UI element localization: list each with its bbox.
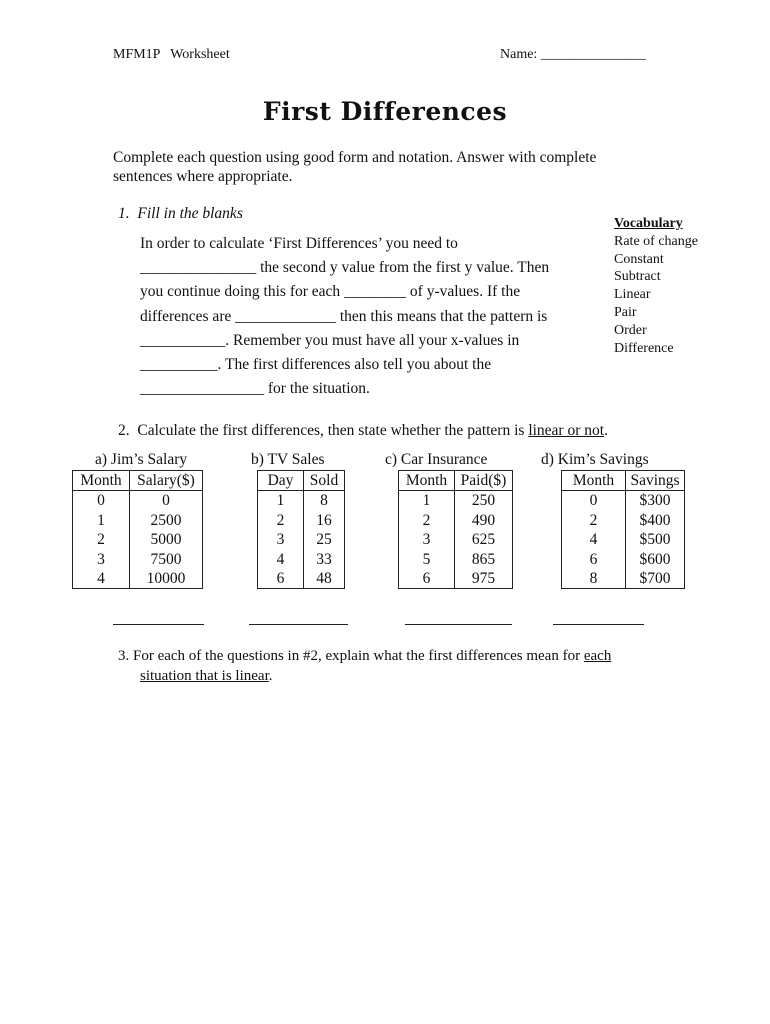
answer-blank-b[interactable]: [249, 624, 348, 625]
cell: 5000: [130, 530, 203, 549]
cell: 4: [562, 530, 626, 549]
cell: 10000: [130, 569, 203, 589]
q2-suffix: .: [604, 422, 608, 439]
cell: 625: [455, 530, 513, 549]
q1-line: you continue doing this for each ________ of y-values. If the: [140, 283, 521, 301]
cell: 2: [562, 511, 626, 530]
table-row: [399, 511, 513, 530]
table-header-row: [562, 471, 685, 491]
column-header: Salary($): [130, 471, 203, 491]
cell: 1: [73, 511, 130, 530]
table-row: [562, 569, 685, 589]
vocabulary-word: Pair: [614, 304, 637, 320]
table-header-row: [399, 471, 513, 491]
cell: $700: [626, 569, 685, 589]
cell: 8: [304, 491, 345, 511]
q2-text: 2. Calculate the first differences, then state whether the pattern is: [118, 422, 529, 439]
q1-line: ___________. Remember you must have all your x-values in: [140, 331, 520, 349]
question-3: [118, 647, 638, 686]
cell: 48: [304, 569, 345, 589]
table-row: [399, 530, 513, 549]
cell: 7500: [130, 550, 203, 569]
q1-line: __________. The first differences also tell you about the: [140, 356, 492, 374]
table-header-row: [73, 471, 203, 491]
table-d: [561, 470, 685, 589]
table-b: [257, 470, 345, 589]
table-row: [73, 491, 203, 511]
question-1-body: [140, 232, 580, 401]
table-row: [73, 511, 203, 530]
table-c: [398, 470, 513, 589]
vocabulary-word: Difference: [614, 340, 674, 356]
table-row: [258, 530, 345, 549]
cell: 975: [455, 569, 513, 589]
table-row: [562, 511, 685, 530]
cell: 16: [304, 511, 345, 530]
table-row: [399, 569, 513, 589]
cell: 25: [304, 530, 345, 549]
q3-text: 3. For each of the questions in #2, explain what the first differences mean for: [118, 648, 584, 664]
vocabulary-word: Order: [614, 322, 647, 338]
table-row: [562, 491, 685, 511]
table-row: [399, 550, 513, 569]
table-header-row: [258, 471, 345, 491]
cell: 5: [399, 550, 455, 569]
cell: 2: [399, 511, 455, 530]
cell: $400: [626, 511, 685, 530]
q2-underlined: linear or not: [528, 422, 605, 439]
vocabulary-word: Linear: [614, 287, 651, 303]
name-label: Name: _______________: [500, 47, 646, 62]
cell: 3: [399, 530, 455, 549]
vocabulary-heading: Vocabulary: [614, 216, 683, 231]
table-b-title: b) TV Sales: [251, 451, 325, 468]
table-row: [562, 530, 685, 549]
column-header: Sold: [304, 471, 345, 491]
cell: 1: [399, 491, 455, 511]
question-1-heading: 1. Fill in the blanks: [118, 205, 243, 222]
table-d-title: d) Kim’s Savings: [541, 451, 649, 468]
cell: 2: [73, 530, 130, 549]
page-title: First Differences: [262, 97, 508, 126]
cell: $500: [626, 530, 685, 549]
table-c-title: c) Car Insurance: [385, 451, 488, 468]
cell: 0: [73, 491, 130, 511]
q1-line: In order to calculate ‘First Differences’ you need to: [140, 235, 458, 252]
cell: 6: [562, 550, 626, 569]
table-a: [72, 470, 203, 589]
cell: 4: [73, 569, 130, 589]
cell: 490: [455, 511, 513, 530]
cell: 3: [258, 530, 304, 549]
answer-blank-a[interactable]: [113, 624, 204, 625]
cell: 8: [562, 569, 626, 589]
column-header: Day: [258, 471, 304, 491]
cell: 1: [258, 491, 304, 511]
cell: 250: [455, 491, 513, 511]
q3-underlined-each: each: [583, 648, 612, 664]
cell: 0: [130, 491, 203, 511]
cell: $300: [626, 491, 685, 511]
table-row: [73, 569, 203, 589]
answer-blank-d[interactable]: [553, 624, 644, 625]
vocabulary-box: [614, 215, 698, 357]
course-label: MFM1P Worksheet: [113, 47, 230, 62]
column-header: Month: [399, 471, 455, 491]
cell: 2500: [130, 511, 203, 530]
cell: 6: [258, 569, 304, 589]
vocabulary-word: Constant: [614, 251, 664, 267]
cell: 865: [455, 550, 513, 569]
q3-underlined-situation: situation that is linear: [140, 667, 269, 684]
cell: $600: [626, 550, 685, 569]
question-2: [118, 422, 608, 440]
vocabulary-word: Rate of change: [614, 233, 698, 249]
table-row: [258, 511, 345, 530]
table-row: [258, 550, 345, 569]
cell: 4: [258, 550, 304, 569]
cell: 3: [73, 550, 130, 569]
table-row: [258, 569, 345, 589]
q1-line: _______________ the second y value from the first y value. Then: [140, 259, 550, 277]
q3-suffix: .: [268, 667, 273, 684]
table-a-title: a) Jim’s Salary: [95, 451, 188, 468]
instructions: Complete each question using good form and notation. Answer with complete sentences where appropriate.: [113, 149, 597, 185]
table-row: [258, 491, 345, 511]
cell: 33: [304, 550, 345, 569]
table-row: [399, 491, 513, 511]
cell: 6: [399, 569, 455, 589]
table-row: [73, 550, 203, 569]
cell: 0: [562, 491, 626, 511]
q1-line: differences are _____________ then this means that the pattern is: [140, 307, 548, 325]
column-header: Savings: [626, 471, 685, 491]
table-row: [562, 550, 685, 569]
q1-line: ________________ for the situation.: [140, 380, 370, 398]
table-row: [73, 530, 203, 549]
column-header: Month: [73, 471, 130, 491]
column-header: Paid($): [455, 471, 513, 491]
column-header: Month: [562, 471, 626, 491]
cell: 2: [258, 511, 304, 530]
answer-blank-c[interactable]: [405, 624, 512, 625]
vocabulary-word: Subtract: [614, 269, 661, 285]
